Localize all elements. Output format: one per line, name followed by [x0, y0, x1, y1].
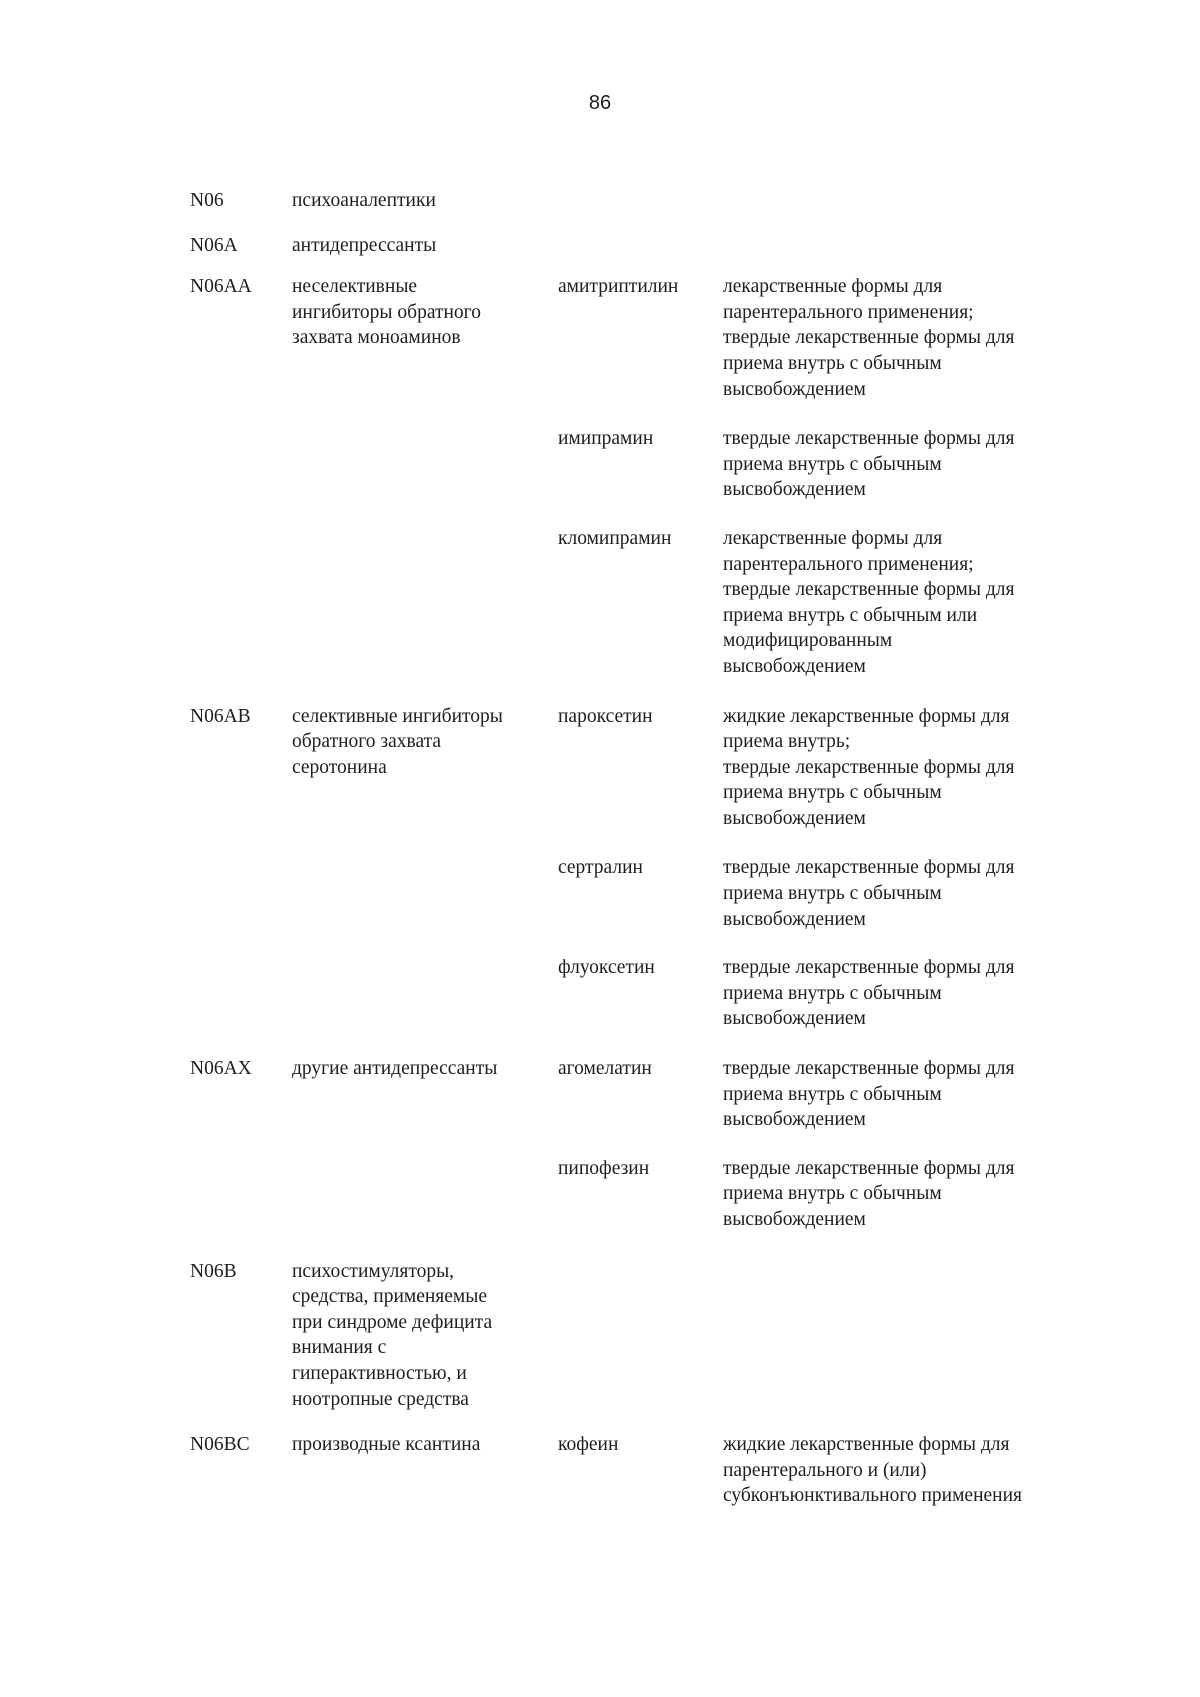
dosage-form: лекарственные формы для парентерального применения; твердые лекарственные формы для приема внутрь с обычным высвобождением — [723, 276, 1015, 400]
drug-name: кофеин — [558, 1434, 619, 1456]
atc-code: N06AA — [190, 276, 252, 298]
drug-name: пароксетин — [558, 705, 653, 727]
dosage-form: твердые лекарственные формы для приема внутрь с обычным высвобождением — [723, 1157, 1015, 1230]
dosage-form: твердые лекарственные формы для приема внутрь с обычным высвобождением — [723, 428, 1015, 501]
page-number: 86 — [588, 92, 612, 114]
atc-code: N06 — [190, 190, 224, 211]
dosage-form: твердые лекарственные формы для приема внутрь с обычным высвобождением — [723, 957, 1015, 1030]
drug-name: амитриптилин — [558, 276, 679, 298]
atc-code: N06AX — [190, 1058, 252, 1080]
table-row — [0, 188, 1200, 214]
table-row — [0, 1156, 1200, 1233]
group-name: антидепрессанты — [292, 234, 437, 256]
group-name: неселективные ингибиторы обратного захвата моноаминов — [292, 276, 481, 349]
table-row — [0, 1056, 1200, 1133]
table-row — [0, 704, 1200, 832]
table-row — [0, 855, 1200, 932]
atc-table — [0, 188, 1200, 1509]
table-row — [0, 274, 1200, 402]
table-row — [0, 526, 1200, 680]
drug-name: имипрамин — [558, 428, 654, 450]
drug-name: кломипрамин — [558, 527, 672, 549]
group-name: другие антидепрессанты — [292, 1058, 498, 1080]
dosage-form: твердые лекарственные формы для приема внутрь с обычным высвобождением — [723, 1058, 1015, 1131]
dosage-form: твердые лекарственные формы для приема внутрь с обычным высвобождением — [723, 857, 1015, 930]
table-row — [0, 233, 1200, 259]
drug-name: агомелатин — [558, 1058, 652, 1080]
dosage-form: жидкие лекарственные формы для парентерального и (или) субконъюнктивального применения — [723, 1434, 1023, 1507]
group-name: психостимуляторы, средства, применяемые при синдроме дефицита внимания с гиперактивностью, и ноотропные средства — [292, 1260, 493, 1410]
table-row — [0, 1259, 1200, 1413]
atc-code: N06B — [190, 1260, 237, 1282]
dosage-form: жидкие лекарственные формы для приема внутрь; твердые лекарственные формы для приема внутрь с обычным высвобождением — [723, 705, 1015, 829]
drug-name: сертралин — [558, 857, 643, 879]
drug-name: флуоксетин — [558, 957, 655, 979]
table-row — [0, 426, 1200, 503]
drug-name: пипофезин — [558, 1157, 650, 1179]
group-name: селективные ингибиторы обратного захвата серотонина — [292, 705, 503, 778]
atc-code: N06A — [190, 234, 238, 256]
group-name: производные ксантина — [292, 1434, 481, 1456]
dosage-form: лекарственные формы для парентерального применения; твердые лекарственные формы для приема внутрь с обычным или модифицированным высвобождением — [723, 527, 1015, 677]
atc-code: N06AB — [190, 705, 251, 727]
table-row — [0, 955, 1200, 1032]
table-row — [0, 1432, 1200, 1509]
atc-code: N06BC — [190, 1434, 250, 1456]
group-name: психоаналептики — [292, 190, 436, 211]
